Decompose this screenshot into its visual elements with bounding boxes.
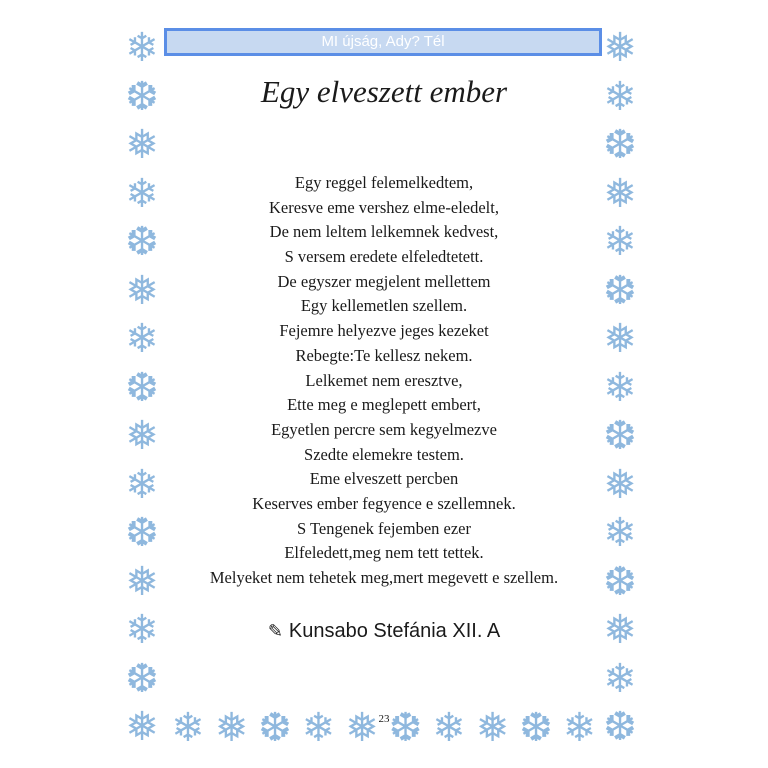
snowflake-icon: ❆ [388, 705, 423, 751]
header-banner [164, 28, 602, 56]
snowflake-icon: ❄ [603, 73, 637, 120]
poem-line: S Tengenek fejemben ezer [297, 518, 471, 538]
snowflake-icon: ❅ [125, 413, 159, 459]
poem-line: Szedte elemekre testem. [304, 444, 464, 464]
snowflake-icon: ❅ [125, 122, 159, 168]
snowflake-icon: ❄ [125, 170, 159, 217]
snowflake-icon: ❅ [603, 316, 637, 362]
snowflake-icon: ❆ [125, 364, 159, 411]
snowflake-icon: ❆ [125, 510, 159, 556]
snowflake-icon: ❄ [125, 316, 159, 362]
snowflake-icon: ❅ [603, 607, 637, 653]
snowflake-icon: ❅ [475, 705, 510, 751]
snowflake-icon: ❄ [125, 25, 159, 71]
poem-line: Fejemre helyezve jeges kezeket [279, 321, 489, 341]
poem-body [164, 171, 604, 591]
snowflake-icon: ❆ [258, 705, 292, 751]
poem-line: Egy kellemetlen szellem. [300, 296, 468, 316]
snowflake-icon: ❄ [562, 705, 597, 751]
poem-line: De egyszer megjelent mellettem [277, 271, 491, 291]
author-name: Kunsabo Stefánia XII. A [288, 620, 501, 642]
snowflake-icon: ❅ [345, 705, 379, 751]
snowflake-icon: ❆ [603, 704, 637, 750]
page-number: 23 [378, 713, 390, 725]
poem-line: Ette meg e meglepett embert, [287, 395, 481, 415]
snowflake-icon: ❄ [432, 705, 466, 751]
snowflake-icon: ❅ [125, 558, 159, 605]
pencil-icon: ✎ [267, 621, 283, 641]
snowflake-icon: ❅ [603, 25, 637, 71]
poem-line: Eme elveszett percben [309, 469, 459, 489]
header-title: MI újság, Ady? Tél [321, 33, 445, 50]
poem-title: Egy elveszett ember [260, 74, 508, 109]
poem-line: De nem leltem lelkemnek kedvest, [269, 222, 499, 242]
snowflake-icon: ❅ [125, 704, 159, 750]
snowflake-icon: ❄ [603, 655, 637, 702]
snowflake-icon: ❄ [301, 705, 336, 751]
snowflake-icon: ❆ [603, 413, 637, 459]
snowflake-icon: ❅ [125, 267, 159, 314]
snowflake-icon: ❆ [603, 122, 637, 168]
snowflake-icon: ❄ [603, 510, 637, 556]
poem-line: Keserves ember fegyence e szellemnek. [252, 493, 516, 513]
snowflake-icon: ❆ [125, 655, 159, 702]
snowflake-icon: ❆ [125, 73, 159, 120]
snowflake-icon: ❆ [125, 219, 159, 265]
poem-line: S versem eredete elfeledtetett. [284, 247, 484, 267]
poem-line: Melyeket nem tehetek meg,mert megevett e szellem. [209, 568, 559, 587]
snowflake-icon: ❆ [519, 705, 553, 751]
poem-line: Egy reggel felemelkedtem, [294, 173, 474, 192]
poem-line: Egyetlen percre sem kegyelmezve [271, 419, 497, 439]
snowflake-icon: ❅ [603, 461, 637, 508]
poem-line: Keresve eme vershez elme-eledelt, [269, 197, 499, 217]
snowflake-icon: ❅ [603, 170, 637, 217]
snowflake-icon: ❆ [603, 558, 637, 605]
author-signature [164, 620, 604, 643]
snowflake-icon: ❄ [125, 607, 159, 653]
snowflake-icon: ❄ [125, 461, 159, 508]
snowflake-icon: ❄ [171, 705, 205, 751]
snowflake-icon: ❄ [603, 364, 637, 411]
snowflake-icon: ❅ [214, 705, 249, 751]
snowflake-icon: ❄ [603, 219, 637, 265]
poem-line: Rebegte:Te kellesz nekem. [295, 345, 473, 365]
poem-line: Elfeledett,meg nem tett tettek. [284, 543, 484, 563]
poem-line: Lelkemet nem eresztve, [305, 370, 463, 390]
snowflake-icon: ❆ [603, 267, 637, 314]
